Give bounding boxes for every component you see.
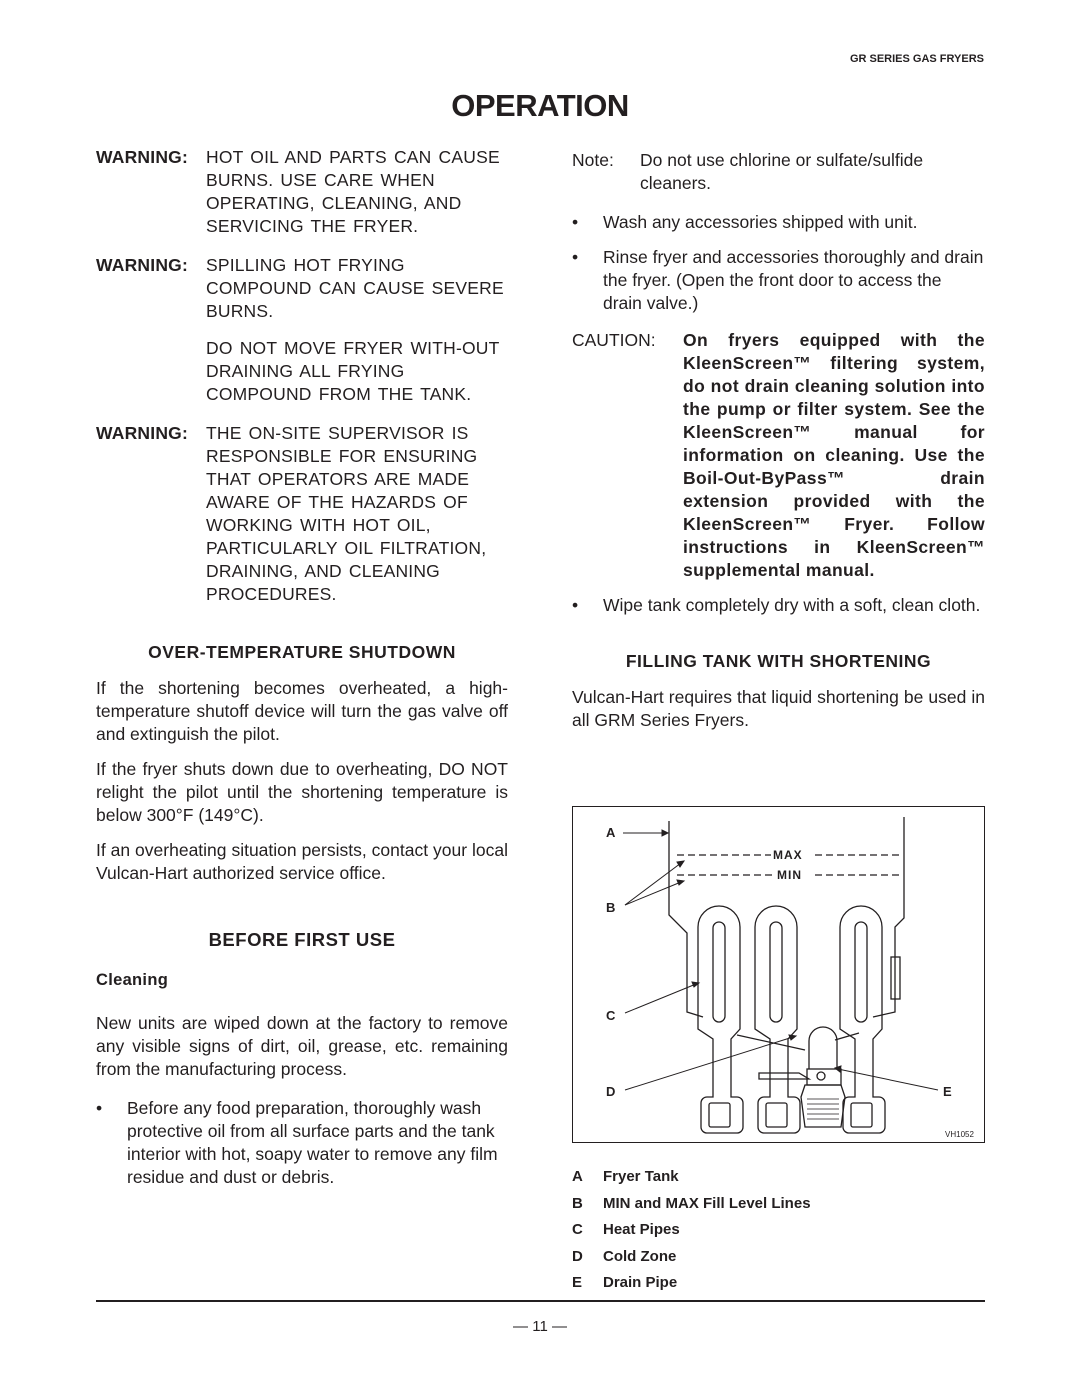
legend-key: E	[572, 1274, 583, 1291]
warning-text: THE ON-SITE SUPERVISOR IS RESPONSIBLE FOR ENSURING THAT OPERATORS ARE MADE AWARE OF THE HAZARDS OF WORKING WITH HOT OIL, PARTICULARLY OIL FILTRATION, DRAINING, AND CLEANING PROCEDURES.	[206, 423, 487, 604]
page-title: OPERATION	[451, 88, 629, 123]
arrow-d	[789, 1035, 796, 1040]
legend-label: Drain Pipe	[603, 1274, 678, 1291]
label-b: B	[606, 900, 616, 915]
warning-supervisor	[96, 422, 508, 606]
legend-label: Fryer Tank	[603, 1168, 679, 1185]
label-min: MIN	[777, 868, 802, 882]
leader-e	[838, 1069, 938, 1090]
legend-item	[572, 1191, 811, 1218]
heat-pipe	[840, 906, 885, 1133]
leader-b-max	[625, 863, 681, 905]
heat-pipe-foot	[766, 1103, 787, 1127]
bullet-wipe-tank	[572, 594, 985, 617]
heat-pipe-slot	[713, 922, 725, 1022]
note-label: Note:	[572, 150, 614, 170]
heat-pipe	[755, 906, 800, 1133]
arrow-a	[662, 830, 668, 836]
bullet-rinse-fryer	[572, 246, 985, 315]
legend-key: A	[572, 1168, 583, 1185]
bullet-text: Before any food preparation, thoroughly wash protective oil from all surface parts and the tank interior with hot, soapy water to remove any film residue and dust or debris.	[127, 1098, 498, 1187]
right-column	[572, 146, 985, 744]
bullet-text: Rinse fryer and accessories thoroughly and drain the fryer. (Open the front door to access the drain valve.)	[603, 247, 984, 313]
over-temp-paragraph: If the fryer shuts down due to overheating, DO NOT relight the pilot until the shortening temperature is below 300°F (149°C).	[96, 759, 508, 825]
header-series: GR SERIES GAS FRYERS	[849, 53, 984, 65]
over-temp-paragraph: If the shortening becomes overheated, a high-temperature shutoff device will turn the gas valve off and extinguish the pilot.	[96, 678, 508, 744]
before-first-use-heading: BEFORE FIRST USE	[208, 929, 396, 950]
legend-key: D	[572, 1247, 583, 1265]
legend-key: B	[572, 1194, 583, 1212]
cleaning-bullet	[96, 1097, 508, 1189]
label-e: E	[943, 1084, 952, 1099]
left-column	[96, 146, 508, 1201]
warning-do-not-move: DO NOT MOVE FRYER WITH-OUT DRAINING ALL FRYING COMPOUND FROM THE TANK.	[206, 338, 500, 404]
legend-item	[572, 1164, 811, 1191]
page-number: — 11 —	[513, 1318, 567, 1335]
warning-spilling	[96, 254, 508, 323]
fryer-tank-illustration	[573, 807, 986, 1144]
caution-text: On fryers equipped with the KleenScreen™ filtering system, do not drain cleaning solution into the pump or filter system. See the KleenScreen™ manual for information on cleaning. Use the Boil-Out-ByPass™ drain extension provided with the KleenScreen™ Fryer. Follow instructions in KleenScreen™ supplemental manual.	[683, 330, 985, 580]
bullet-text: Wipe tank completely dry with a soft, clean cloth.	[603, 595, 981, 615]
bullet-text: Wash any accessories shipped with unit.	[603, 212, 918, 232]
bullet-dot: •	[96, 1098, 103, 1118]
leader-d	[625, 1037, 793, 1090]
legend-key: C	[572, 1221, 583, 1238]
label-c: C	[606, 1008, 616, 1023]
legend-label: Heat Pipes	[603, 1221, 680, 1238]
valve-handle	[759, 1073, 809, 1079]
legend-label: Cold Zone	[603, 1247, 677, 1265]
footer-divider	[96, 1300, 985, 1302]
heat-pipe-foot	[851, 1103, 872, 1127]
bullet-dot: •	[572, 212, 579, 232]
arrow-b-min	[677, 880, 684, 885]
heat-pipe-foot	[709, 1103, 730, 1127]
warning-label: WARNING:	[96, 147, 189, 167]
leader-c	[625, 984, 696, 1013]
valve-nut	[817, 1072, 825, 1080]
drain-valve	[809, 1027, 837, 1069]
bullet-dot: •	[572, 247, 579, 267]
fryer-tank-diagram	[572, 806, 985, 1143]
heat-pipe-slot	[855, 922, 867, 1022]
warning-label: WARNING:	[96, 423, 189, 443]
figure-legend	[572, 1164, 811, 1297]
heat-pipe	[698, 906, 743, 1133]
over-temp-paragraph: If an overheating situation persists, contact your local Vulcan-Hart authorized service office.	[96, 840, 508, 883]
arrow-b-max	[677, 861, 684, 867]
label-max: MAX	[773, 848, 803, 862]
legend-label: MIN and MAX Fill Level Lines	[603, 1194, 811, 1212]
warning-hot-oil	[96, 146, 508, 238]
legend-item	[572, 1244, 811, 1271]
drain-valve-body	[807, 1069, 841, 1085]
leader-b-min	[625, 882, 681, 905]
tank-outline	[873, 817, 904, 1017]
cleaning-subheading: Cleaning	[96, 971, 169, 989]
note-text: Do not use chlorine or sulfate/sulfide cleaners.	[640, 150, 924, 193]
caution-kleenscreen	[572, 329, 985, 582]
warning-label: WARNING:	[96, 255, 189, 275]
label-d: D	[606, 1084, 616, 1099]
figure-code: VH1052	[945, 1130, 974, 1139]
note-chlorine	[572, 149, 985, 195]
warning-text: SPILLING HOT FRYING COMPOUND CAN CAUSE SEVERE BURNS.	[206, 255, 504, 321]
filling-paragraph: Vulcan-Hart requires that liquid shortening be used in all GRM Series Fryers.	[572, 687, 985, 730]
caution-label: CAUTION:	[572, 330, 656, 350]
warning-text: HOT OIL AND PARTS CAN CAUSE BURNS. USE CARE WHEN OPERATING, CLEANING, AND SERVICING THE FRYER.	[206, 147, 500, 236]
drain-pipe-nut	[801, 1085, 845, 1127]
bullet-dot: •	[572, 595, 579, 615]
label-a: A	[606, 825, 616, 840]
cleaning-paragraph: New units are wiped down at the factory to remove any visible signs of dirt, oil, grease, etc. remaining from the manufacturing process.	[96, 1013, 508, 1079]
legend-item	[572, 1217, 811, 1244]
heat-pipe-slot	[770, 922, 782, 1022]
legend-item	[572, 1270, 811, 1297]
arrow-e	[835, 1066, 841, 1072]
bullet-wash-accessories	[572, 211, 985, 234]
filling-tank-heading: FILLING TANK WITH SHORTENING	[625, 651, 932, 671]
over-temperature-heading: OVER-TEMPERATURE SHUTDOWN	[148, 642, 456, 662]
